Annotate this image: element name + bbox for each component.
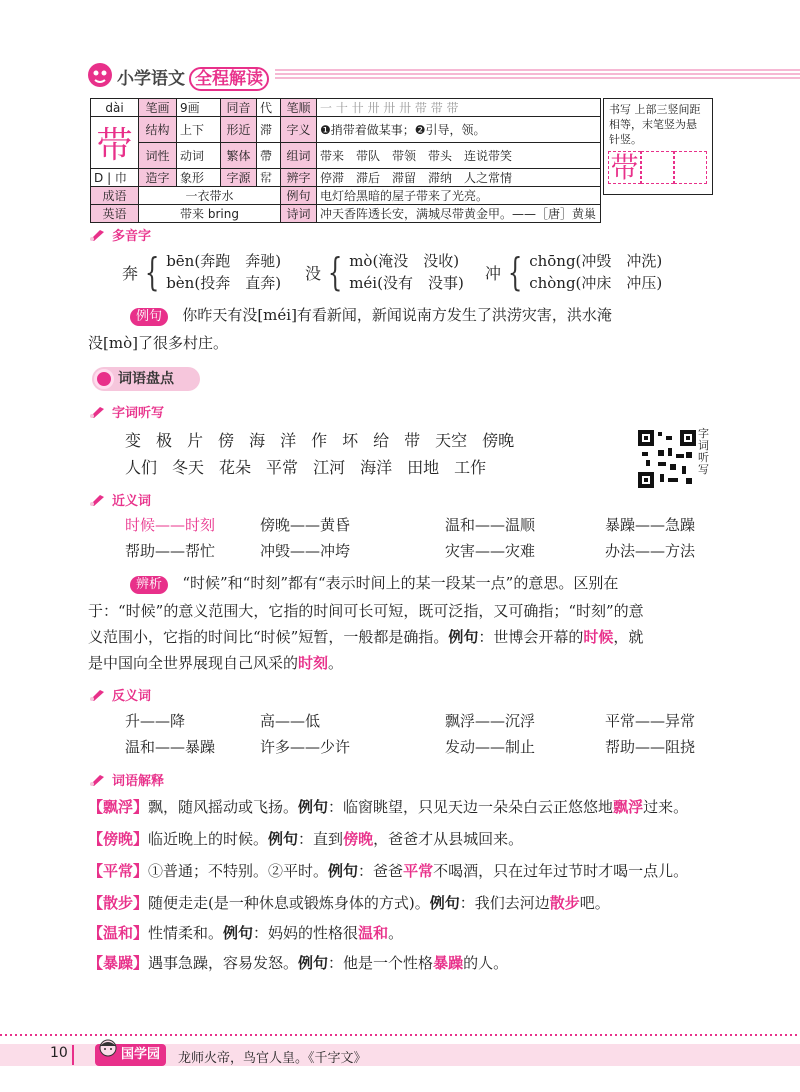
explain-word: 【散步】 bbox=[88, 894, 149, 912]
polyphone-reading: bèn(投奔 直奔) bbox=[166, 274, 282, 292]
dictation-word: 工作 bbox=[454, 458, 487, 477]
level-letter: D bbox=[94, 171, 104, 185]
example-text: ：直到 bbox=[298, 830, 344, 848]
explain-word: 【平常】 bbox=[88, 862, 149, 880]
analysis-line-4 bbox=[88, 652, 343, 673]
explain-word: 【温和】 bbox=[88, 924, 149, 942]
explain-word: 【傍晚】 bbox=[88, 830, 149, 848]
badge-text: 国学园 bbox=[121, 1047, 161, 1062]
header-stripes bbox=[275, 69, 800, 81]
radical-cell: D | 巾 bbox=[91, 169, 139, 187]
table-label: 造字 bbox=[139, 169, 177, 187]
example-label: 例句 bbox=[268, 830, 299, 848]
table-label: 成语 bbox=[91, 187, 139, 205]
pinyin-cell: dài bbox=[91, 99, 139, 117]
example-label: 例句 bbox=[298, 954, 329, 972]
dictation-word: 平常 bbox=[266, 458, 299, 477]
explanation-item bbox=[88, 920, 712, 946]
pen-hand-icon bbox=[88, 405, 108, 419]
table-label: 字源 bbox=[221, 169, 257, 187]
example-text: ：爸爸 bbox=[358, 862, 404, 880]
page-divider bbox=[72, 1045, 74, 1065]
dictation-word: 作 bbox=[311, 431, 328, 450]
keyword: 傍晚 bbox=[343, 830, 374, 848]
english: 带来 bring bbox=[139, 205, 281, 223]
antonym-pair: 平常——异常 bbox=[605, 712, 696, 730]
example-text: ，爸爸才从县城回来。 bbox=[373, 830, 524, 848]
analysis-text: 义范围小，它指的时间比“时候”短暂，一般都是确指。 bbox=[88, 628, 449, 646]
example-label: 例句 bbox=[298, 798, 329, 816]
synonym-heading bbox=[88, 490, 151, 509]
book-title-a: 小学语文 bbox=[117, 69, 185, 89]
table-value: 象形 bbox=[177, 169, 221, 187]
explain-def: 飘，随风摇动或飞扬。 bbox=[148, 798, 299, 816]
antonym-pair: 温和——暴躁 bbox=[125, 738, 216, 756]
dictation-word: 坏 bbox=[342, 431, 359, 450]
table-value: 𢃵 bbox=[257, 169, 281, 187]
synonym-list bbox=[125, 514, 725, 564]
dictation-word: 海 bbox=[249, 431, 266, 450]
brace-icon: { bbox=[327, 250, 343, 294]
table-value: 9画 bbox=[177, 99, 221, 117]
polyphone-group bbox=[122, 250, 281, 294]
analysis-text: 是中国向全世界展现自己风采的 bbox=[88, 654, 299, 672]
dictation-word: 田地 bbox=[407, 458, 440, 477]
table-value: 停滞 滞后 滞留 滞纳 人之常情 bbox=[317, 169, 601, 187]
antonym-pair: 发动——制止 bbox=[445, 738, 536, 756]
polyphone-char: 奔 bbox=[122, 263, 139, 283]
polyphone-example-2: 没[mò]了很多村庄。 bbox=[88, 334, 228, 352]
antonym-heading-text: 反义词 bbox=[112, 689, 152, 704]
polyphone-heading-text: 多音字 bbox=[112, 229, 152, 244]
table-value: 滞 bbox=[257, 117, 281, 143]
keyword: 飘浮 bbox=[613, 798, 644, 816]
example-text: 吧。 bbox=[579, 894, 610, 912]
page-number: 10 bbox=[50, 1045, 68, 1061]
table-value: 带来 带队 带领 带头 连说带笑 bbox=[317, 143, 601, 169]
explain-def: 遇事急躁，容易发怒。 bbox=[148, 954, 299, 972]
table-label: 形近 bbox=[221, 117, 257, 143]
writing-tip-box bbox=[603, 98, 713, 195]
character-table bbox=[90, 98, 714, 221]
example-label: 例句 bbox=[429, 894, 460, 912]
writing-grid bbox=[608, 151, 707, 184]
dictation-word: 人们 bbox=[125, 458, 158, 477]
polyphone-heading bbox=[88, 225, 151, 244]
table-label: 例句 bbox=[281, 187, 317, 205]
explain-def: 临近晚上的时候。 bbox=[148, 830, 269, 848]
explain-heading bbox=[88, 770, 164, 789]
polyphone-example-1 bbox=[130, 304, 612, 326]
synonym-pair: 帮助——帮忙 bbox=[125, 542, 216, 560]
synonym-pair: 暴躁——急躁 bbox=[605, 516, 696, 534]
brace-icon: { bbox=[144, 250, 160, 294]
pen-hand-icon bbox=[88, 688, 108, 702]
dictation-word: 花朵 bbox=[219, 458, 252, 477]
keyword: 温和 bbox=[358, 924, 389, 942]
keyword: 平常 bbox=[403, 862, 434, 880]
dictation-word: 冬天 bbox=[172, 458, 205, 477]
qr-code-icon[interactable] bbox=[638, 430, 696, 488]
brace-icon: { bbox=[507, 250, 523, 294]
example-text: 不喝酒，只在过年过节时才 bbox=[433, 862, 614, 880]
synonym-pair: 温和——温顺 bbox=[445, 516, 536, 534]
polyphone-char: 没 bbox=[305, 263, 322, 283]
explanation-item bbox=[88, 890, 712, 916]
synonym-pair: 时候——时刻 bbox=[125, 516, 216, 534]
dictation-word: 洋 bbox=[280, 431, 297, 450]
table-value: 上下 bbox=[177, 117, 221, 143]
dictation-word: 极 bbox=[156, 431, 173, 450]
keyword: 暴躁 bbox=[433, 954, 464, 972]
pen-hand-icon bbox=[88, 493, 108, 507]
antonym-list bbox=[125, 710, 725, 760]
table-label: 繁体 bbox=[221, 143, 257, 169]
explain-word: 【暴躁】 bbox=[88, 954, 149, 972]
example-text: ：我们去河边 bbox=[459, 894, 550, 912]
main-character: 带 bbox=[91, 117, 139, 169]
example-tag: 例句 bbox=[130, 308, 168, 326]
analysis-text: ：世博会开幕的 bbox=[478, 628, 584, 646]
footer-dots bbox=[0, 1034, 800, 1036]
antonym-pair: 帮助——阻挠 bbox=[605, 738, 696, 756]
table-label: 词性 bbox=[139, 143, 177, 169]
example-text: ：他是一个性格 bbox=[328, 954, 434, 972]
explanation-item bbox=[88, 794, 712, 820]
example-text: 喝一点儿。 bbox=[613, 862, 689, 880]
table-label: 英语 bbox=[91, 205, 139, 223]
word-section-heading bbox=[92, 367, 200, 391]
synonym-pair: 灾害——灾难 bbox=[445, 542, 536, 560]
analysis-text: ，就 bbox=[613, 628, 644, 646]
pen-hand-icon bbox=[88, 228, 108, 242]
dictation-word: 带 bbox=[404, 431, 421, 450]
guoxue-badge bbox=[95, 1044, 166, 1066]
example-label: 例句 bbox=[328, 862, 359, 880]
dictation-word: 傍 bbox=[218, 431, 235, 450]
table-label: 诗词 bbox=[281, 205, 317, 223]
table-label: 字义 bbox=[281, 117, 317, 143]
example-text: 你昨天有没[méi]有看新闻，新闻说南方发生了洪涝灾害，洪水淹 bbox=[182, 306, 612, 324]
antonym-pair: 许多——少许 bbox=[260, 738, 351, 756]
explain-heading-text: 词语解释 bbox=[112, 774, 165, 789]
poem: 冲天香阵透长安，满城尽带黄金甲。——［唐］黄巢 bbox=[317, 205, 601, 223]
qr-label: 字词听写 bbox=[698, 427, 709, 476]
polyphone-reading: chōng(冲毁 冲洗) bbox=[529, 252, 663, 270]
explanation-item bbox=[88, 858, 712, 884]
dictation-word: 变 bbox=[125, 431, 142, 450]
polyphone-char: 冲 bbox=[485, 263, 502, 283]
antonym-pair: 高——低 bbox=[260, 712, 321, 730]
table-label: 笔画 bbox=[139, 99, 177, 117]
polyphone-reading: mò(淹没 没收) bbox=[349, 252, 460, 270]
dictation-row-2 bbox=[125, 455, 501, 478]
analysis-tag: 辨析 bbox=[130, 576, 168, 594]
table-label: 辨字 bbox=[281, 169, 317, 187]
example-text: 过来。 bbox=[643, 798, 689, 816]
footer-quote: 龙师火帝，鸟官人皇。《千字文》 bbox=[178, 1051, 367, 1066]
explain-def: 随便走走(是一种休息或锻炼身体的方式)。 bbox=[148, 894, 430, 912]
example-sentence: 电灯给黑暗的屋子带来了光亮。 bbox=[317, 187, 601, 205]
book-title bbox=[117, 64, 269, 89]
writing-cell bbox=[641, 151, 674, 184]
explain-def: ①普通；不特别。②平时。 bbox=[148, 862, 329, 880]
analysis-line-2: 于：“时候”的意义范围大，它指的时间可长可短，既可泛指，又可确指；“时刻”的意 bbox=[88, 602, 644, 620]
dictation-row-1 bbox=[125, 428, 529, 451]
dictation-word: 给 bbox=[373, 431, 390, 450]
explain-def: 性情柔和。 bbox=[148, 924, 224, 942]
dictation-heading bbox=[88, 402, 164, 421]
example-text: 。 bbox=[388, 924, 404, 942]
synonym-heading-text: 近义词 bbox=[112, 494, 152, 509]
keyword: 时刻 bbox=[298, 654, 329, 672]
table-value: ❶捎带着做某事；❷引导，领。 bbox=[317, 117, 601, 143]
book-title-b: 全程解读 bbox=[189, 67, 269, 91]
polyphone-group bbox=[305, 250, 464, 294]
polyphone-group bbox=[485, 250, 662, 294]
page-footer bbox=[0, 1030, 800, 1092]
writing-sample: 带 bbox=[608, 151, 641, 184]
synonym-pair: 办法——方法 bbox=[605, 542, 696, 560]
synonym-pair: 冲毁——冲垮 bbox=[260, 542, 351, 560]
radical: 巾 bbox=[114, 171, 127, 185]
word-section-heading-text: 词语盘点 bbox=[118, 371, 174, 387]
table-value: 帶 bbox=[257, 143, 281, 169]
table-label: 同音 bbox=[221, 99, 257, 117]
explain-word: 【飘浮】 bbox=[88, 798, 149, 816]
page-header bbox=[85, 60, 800, 90]
table-label: 组词 bbox=[281, 143, 317, 169]
explanation-item bbox=[88, 950, 712, 976]
table-value: 动词 bbox=[177, 143, 221, 169]
polyphone-reading: chòng(冲床 冲压) bbox=[529, 274, 663, 292]
antonym-heading bbox=[88, 685, 151, 704]
girl-mascot-icon bbox=[97, 1038, 119, 1064]
stroke-order: 一 十 卄 卅 卅 卅 带 带 带 bbox=[317, 99, 601, 117]
dictation-word: 江河 bbox=[313, 458, 346, 477]
antonym-pair: 升——降 bbox=[125, 712, 186, 730]
idiom: 一衣带水 bbox=[139, 187, 281, 205]
example-text: 的人。 bbox=[463, 954, 509, 972]
keyword: 时候 bbox=[583, 628, 614, 646]
explanation-item bbox=[88, 826, 712, 852]
keyword: 散步 bbox=[549, 894, 580, 912]
dictation-word: 海洋 bbox=[360, 458, 393, 477]
table-value: 代 bbox=[257, 99, 281, 117]
polyphone-reading: bēn(奔跑 奔驰) bbox=[166, 252, 282, 270]
example-label: 例句 bbox=[223, 924, 254, 942]
writing-tip: 书写 上部三竖间距相等，末笔竖为悬针竖。 bbox=[609, 103, 701, 146]
dictation-word: 傍晚 bbox=[482, 431, 515, 450]
flower-icon bbox=[94, 369, 114, 389]
analysis-text: 。 bbox=[328, 654, 344, 672]
table-label: 结构 bbox=[139, 117, 177, 143]
example-label: 例句 bbox=[448, 628, 479, 646]
pen-hand-icon bbox=[88, 773, 108, 787]
dictation-heading-text: 字词听写 bbox=[112, 406, 165, 421]
analysis-text: “时候”和“时刻”都有“表示时间上的某一段某一点”的意思。区别在 bbox=[182, 574, 619, 592]
table-label: 笔顺 bbox=[281, 99, 317, 117]
dictation-word: 天空 bbox=[435, 431, 468, 450]
analysis-line-1 bbox=[130, 572, 618, 594]
polyphone-reading: méi(没有 没事) bbox=[349, 274, 464, 292]
analysis-line-3 bbox=[88, 626, 643, 647]
example-text: ：临窗眺望，只见天边一朵朵白云正悠悠地 bbox=[328, 798, 614, 816]
writing-cell bbox=[674, 151, 707, 184]
example-text: ：妈妈的性格很 bbox=[253, 924, 359, 942]
dictation-word: 片 bbox=[187, 431, 204, 450]
mascot-logo-icon bbox=[85, 60, 115, 90]
antonym-pair: 飘浮——沉浮 bbox=[445, 712, 536, 730]
explanation-list bbox=[88, 794, 712, 976]
synonym-pair: 傍晚——黄昏 bbox=[260, 516, 351, 534]
